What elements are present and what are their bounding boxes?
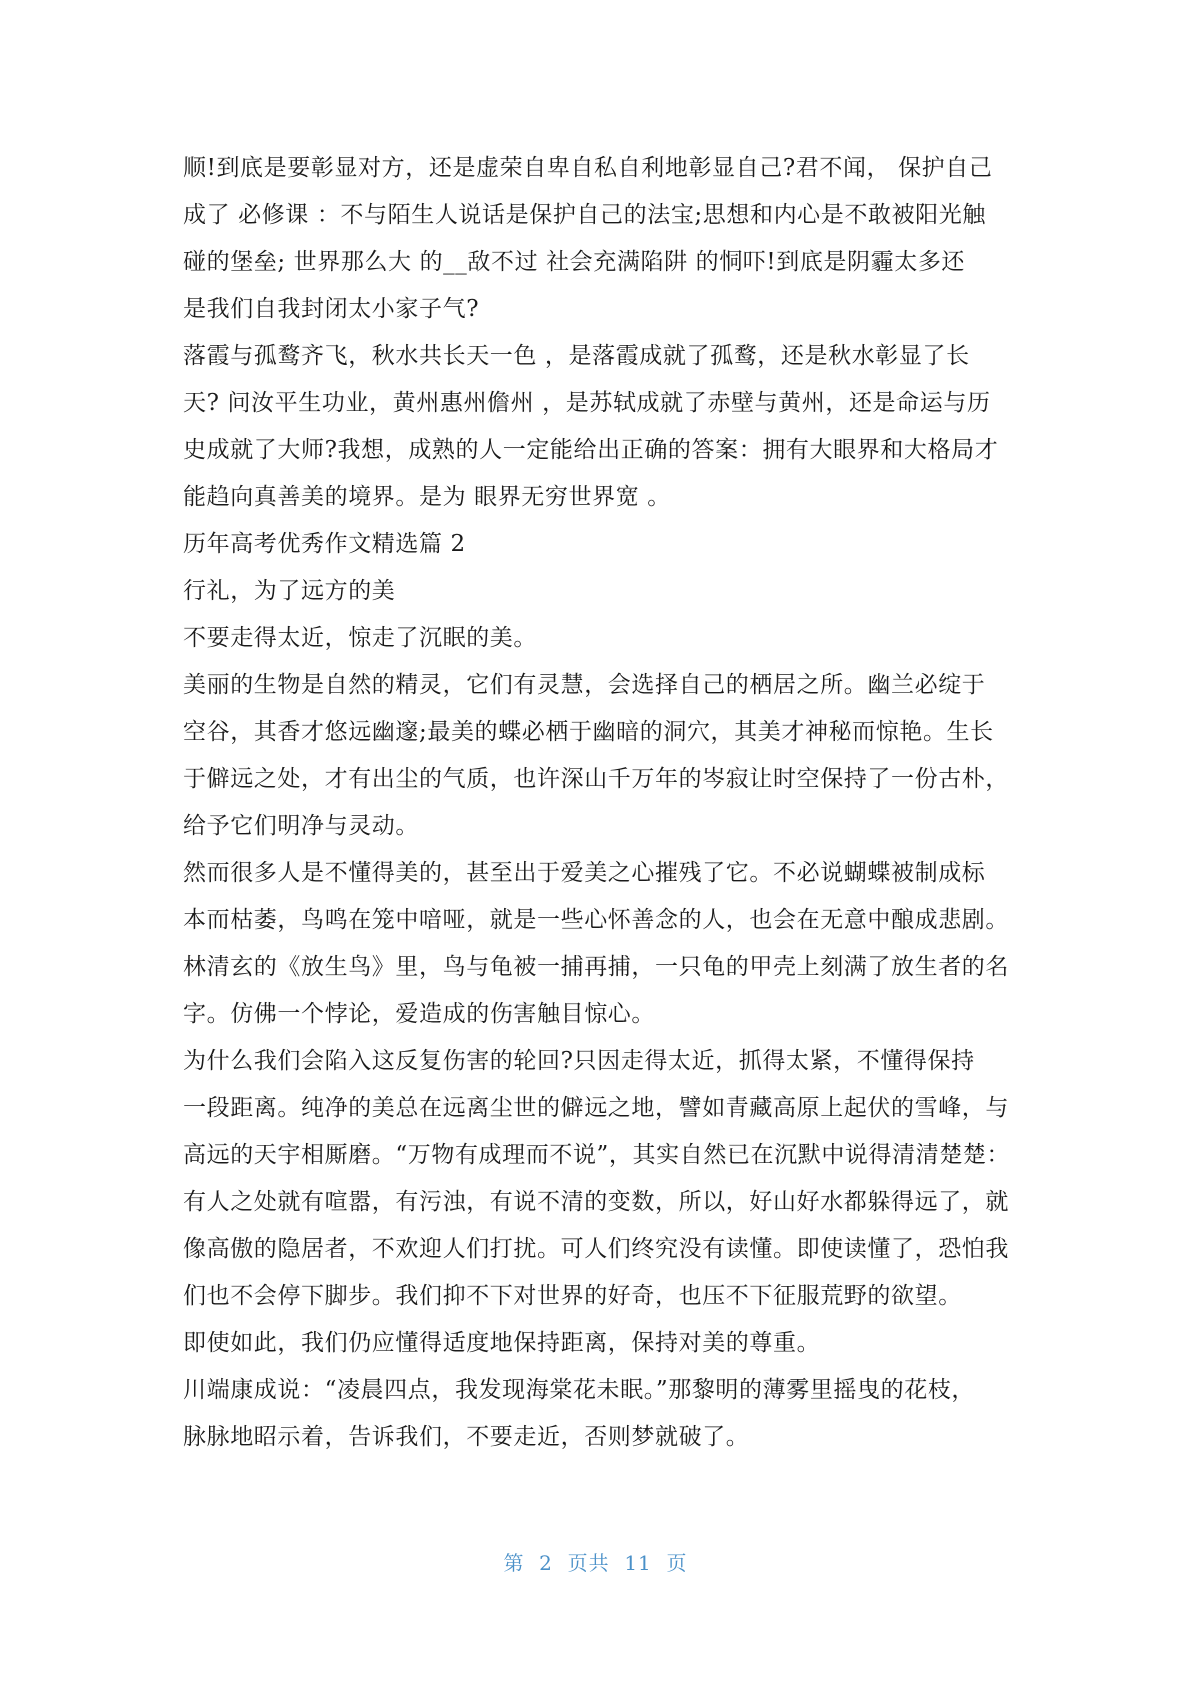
text-line: 成了 必修课 ：不与陌生人说话是保护自己的法宝;思想和内心是不敢被阳光触 <box>183 202 986 228</box>
text-line: 美丽的生物是自然的精灵，它们有灵慧，会选择自己的栖居之所。幽兰必绽于 <box>183 672 986 698</box>
text-line: 空谷，其香才悠远幽邃;最美的蝶必栖于幽暗的洞穴，其美才神秘而惊艳。生长 <box>183 719 994 745</box>
text-line: 字。仿佛一个悖论，爱造成的伤害触目惊心。 <box>183 1001 655 1027</box>
page-number-footer: 第 2 页共 11 页 <box>503 1551 688 1575</box>
text-line: 一段距离。纯净的美总在远离尘世的僻远之地，譬如青藏高原上起伏的雪峰，与 <box>183 1095 1009 1121</box>
text-line: 林清玄的《放生鸟》里，鸟与龟被一捕再捕，一只龟的甲壳上刻满了放生者的名 <box>183 954 1009 980</box>
text-line: 落霞与孤鹜齐飞，秋水共长天一色 ，是落霞成就了孤鹜，还是秋水彰显了长 <box>183 343 970 369</box>
text-line: 本而枯萎，鸟鸣在笼中喑哑，就是一些心怀善念的人，也会在无意中酿成悲剧。 <box>183 907 1009 933</box>
text-line: 不要走得太近，惊走了沉眠的美。 <box>183 625 537 651</box>
text-line: 川端康成说：“凌晨四点，我发现海棠花未眠。”那黎明的薄雾里摇曳的花枝， <box>183 1377 976 1403</box>
text-line: 于僻远之处，才有出尘的气质，也许深山千万年的岑寂让时空保持了一份古朴， <box>183 766 1009 792</box>
text-line: 为什么我们会陷入这反复伤害的轮回?只因走得太近，抓得太紧，不懂得保持 <box>183 1048 975 1074</box>
text-line: 碰的堡垒; 世界那么大 的__敌不过 社会充满陷阱 的恫吓!到底是阴霾太多还 <box>183 249 966 275</box>
section-heading: 历年高考优秀作文精选篇 2 <box>183 531 466 557</box>
text-line: 能趋向真善美的境界。是为 眼界无穷世界宽 。 <box>183 484 671 510</box>
text-line: 是我们自我封闭太小家子气? <box>183 296 480 322</box>
text-line: 天? 问汝平生功业，黄州惠州儋州 ，是苏轼成就了赤壁与黄州，还是命运与历 <box>183 390 991 416</box>
text-line: 脉脉地昭示着，告诉我们，不要走近，否则梦就破了。 <box>183 1424 750 1450</box>
text-line: 像高傲的隐居者，不欢迎人们打扰。可人们终究没有读懂。即使读懂了，恐怕我 <box>183 1236 1009 1262</box>
text-line: 有人之处就有喧嚣，有污浊，有说不清的变数，所以，好山好水都躲得远了，就 <box>183 1189 1009 1215</box>
text-line: 们也不会停下脚步。我们抑不下对世界的好奇，也压不下征服荒野的欲望。 <box>183 1283 962 1309</box>
text-line: 史成就了大师?我想，成熟的人一定能给出正确的答案：拥有大眼界和大格局才 <box>183 437 999 463</box>
text-line: 给予它们明净与灵动。 <box>183 813 419 839</box>
text-line: 高远的天宇相厮磨。“万物有成理而不说”，其实自然已在沉默中说得清清楚楚： <box>183 1142 1011 1168</box>
text-line: 然而很多人是不懂得美的，甚至出于爱美之心摧残了它。不必说蝴蝶被制成标 <box>183 860 986 886</box>
essay-title: 行礼，为了远方的美 <box>183 578 396 604</box>
text-line: 即使如此，我们仍应懂得适度地保持距离，保持对美的尊重。 <box>183 1330 821 1356</box>
text-line: 顺!到底是要彰显对方，还是虚荣自卑自私自利地彰显自己?君不闻， 保护自己 <box>183 155 993 181</box>
